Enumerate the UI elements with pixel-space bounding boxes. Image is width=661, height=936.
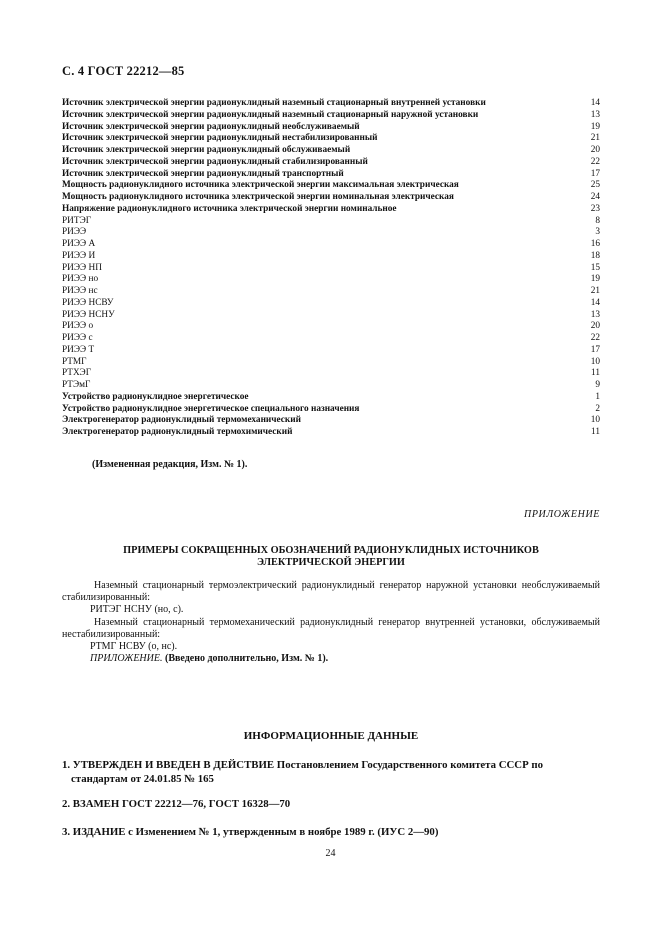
index-term-number: 10 [590, 415, 600, 426]
example-designation: РИТЭГ НСНУ (но, с). [90, 604, 184, 616]
index-term: РТМГ [62, 356, 87, 367]
index-term: РИЭЭ о [62, 321, 94, 332]
info-item-line: 1. УТВЕРЖДЕН И ВВЕДЕН В ДЕЙСТВИЕ Постановлением Государственного комитета СССР по [62, 759, 544, 771]
index-row [62, 321, 600, 333]
index-term-number: 9 [595, 380, 600, 390]
index-row [62, 415, 600, 427]
index-row [62, 251, 600, 263]
index-row [62, 404, 600, 416]
index-term: Устройство радионуклидное энергетическое специального назначения [62, 403, 360, 414]
index-term: РТХЭГ [62, 368, 92, 379]
index-row [62, 216, 600, 228]
example-designation: РТМГ НСВУ (о, нс). [90, 641, 178, 653]
index-term: РИЭЭ с [62, 333, 93, 343]
index-term-number: 25 [590, 180, 600, 191]
index-term-number: 14 [590, 98, 600, 108]
appendix-examples [62, 580, 600, 665]
index-term-number: 10 [590, 356, 600, 367]
index-term: РИЭЭ Т [62, 344, 95, 355]
index-term-number: 2 [595, 403, 600, 414]
index-row [62, 180, 600, 192]
index-row [62, 368, 600, 380]
index-term-number: 22 [590, 156, 600, 167]
index-row [62, 98, 600, 110]
appendix-label: ПРИЛОЖЕНИЕ [524, 509, 600, 520]
index-term: Источник электрической энергии радионуклидный транспортный [62, 168, 344, 179]
index-term: Устройство радионуклидное энергетическое [62, 391, 249, 402]
index-term-number: 15 [590, 262, 600, 273]
index-row [62, 286, 600, 298]
page-number: 24 [325, 848, 336, 859]
index-term: Источник электрической энергии радионуклидный обслуживаемый [62, 145, 351, 155]
appendix-title [62, 545, 600, 569]
index-term: РИЭЭ НСНУ [62, 309, 115, 320]
index-term-number: 23 [590, 203, 600, 214]
index-term: Источник электрической энергии радионуклидный нестабилизированный [62, 133, 378, 144]
index-row [62, 357, 600, 369]
page-header: С. 4 ГОСТ 22212—85 [62, 64, 185, 78]
index-row [62, 310, 600, 322]
index-term-number: 19 [590, 121, 600, 132]
index-term: РИЭЭ [62, 227, 87, 238]
index-term: Электрогенератор радионуклидный термохимический [62, 427, 293, 437]
index-row [62, 157, 600, 169]
index-term: РТЭмГ [62, 380, 91, 390]
index-row [62, 263, 600, 275]
index-term: РИЭЭ А [62, 239, 96, 249]
index-row [62, 333, 600, 345]
index-term-number: 14 [590, 297, 600, 308]
info-item-line: стандартам от 24.01.85 № 165 [71, 773, 214, 785]
index-row [62, 133, 600, 145]
edit-note: (Измененная редакция, Изм. № 1). [92, 459, 248, 470]
index-term-number: 17 [590, 344, 600, 355]
index-term: РИЭЭ НСВУ [62, 297, 114, 308]
index-row [62, 239, 600, 251]
index-row [62, 204, 600, 216]
index-term-number: 20 [590, 145, 600, 155]
index-row [62, 169, 600, 181]
info-item-approved [62, 758, 600, 786]
index-term-number: 22 [590, 333, 600, 343]
index-row [62, 192, 600, 204]
info-item-edition: 3. ИЗДАНИЕ с Изменением № 1, утвержденным в ноябре 1989 г. (ИУС 2—90) [62, 826, 439, 838]
index-row [62, 145, 600, 157]
index-row [62, 345, 600, 357]
index-term-number: 20 [590, 321, 600, 332]
index-term: Источник электрической энергии радионуклидный наземный стационарный внутренней установки [62, 98, 486, 108]
index-term: РИЭЭ но [62, 274, 99, 285]
index-row [62, 427, 600, 439]
index-term: РИТЭГ [62, 215, 92, 226]
index-row [62, 298, 600, 310]
index-term: Источник электрической энергии радионуклидный наземный стационарный наружной установки [62, 109, 479, 120]
index-term-number: 13 [590, 109, 600, 120]
index-term: РИЭЭ нс [62, 286, 98, 296]
info-section-title: ИНФОРМАЦИОННЫЕ ДАННЫЕ [243, 730, 419, 742]
appendix-note-text: (Введено дополнительно, Изм. № 1). [165, 653, 329, 665]
index-term-number: 19 [590, 274, 600, 285]
index-term: Электрогенератор радионуклидный термомеханический [62, 415, 301, 426]
index-row [62, 380, 600, 392]
index-row [62, 227, 600, 239]
index-row [62, 392, 600, 404]
example-description: Наземный стационарный термоэлектрический радионуклидный генератор наружной установки необслуживаемый стабилизированный: [62, 580, 600, 604]
index-term: Мощность радионуклидного источника электрической энергии номинальная электрическая [62, 192, 454, 202]
index-term: Напряжение радионуклидного источника электрической энергии номинальное [62, 203, 397, 214]
index-term-number: 21 [590, 133, 600, 144]
appendix-note [62, 653, 600, 665]
index-row [62, 110, 600, 122]
index-term-number: 8 [595, 215, 600, 226]
index-term-number: 16 [590, 239, 600, 249]
index-term-number: 17 [590, 168, 600, 179]
index-term-number: 13 [590, 309, 600, 320]
index-term-number: 11 [591, 368, 600, 379]
index-term-number: 21 [590, 286, 600, 296]
index-term: Источник электрической энергии радионуклидный необслуживаемый [62, 121, 360, 132]
index-term: Мощность радионуклидного источника электрической энергии максимальная электрическая [62, 180, 459, 191]
index-term-number: 11 [591, 427, 600, 437]
appendix-title-line: ЭЛЕКТРИЧЕСКОЙ ЭНЕРГИИ [257, 557, 405, 568]
index-term-number: 18 [590, 250, 600, 261]
index-row [62, 122, 600, 134]
appendix-note-label: ПРИЛОЖЕНИЕ. [90, 653, 163, 665]
alphabetical-index [62, 98, 600, 439]
index-term-number: 3 [595, 227, 600, 238]
example-description: Наземный стационарный термомеханический радионуклидный генератор внутренней установки, обслуживаемый нестабилизированный: [62, 616, 600, 640]
info-item-replaces: 2. ВЗАМЕН ГОСТ 22212—76, ГОСТ 16328—70 [62, 798, 291, 810]
appendix-title-line: ПРИМЕРЫ СОКРАЩЕННЫХ ОБОЗНАЧЕНИЙ РАДИОНУКЛИДНЫХ ИСТОЧНИКОВ [123, 545, 539, 556]
index-row [62, 274, 600, 286]
index-term: РИЭЭ И [62, 250, 96, 261]
index-term-number: 24 [590, 192, 600, 202]
index-term: Источник электрической энергии радионуклидный стабилизированный [62, 156, 368, 167]
index-term-number: 1 [595, 391, 600, 402]
index-term: РИЭЭ НП [62, 262, 102, 273]
